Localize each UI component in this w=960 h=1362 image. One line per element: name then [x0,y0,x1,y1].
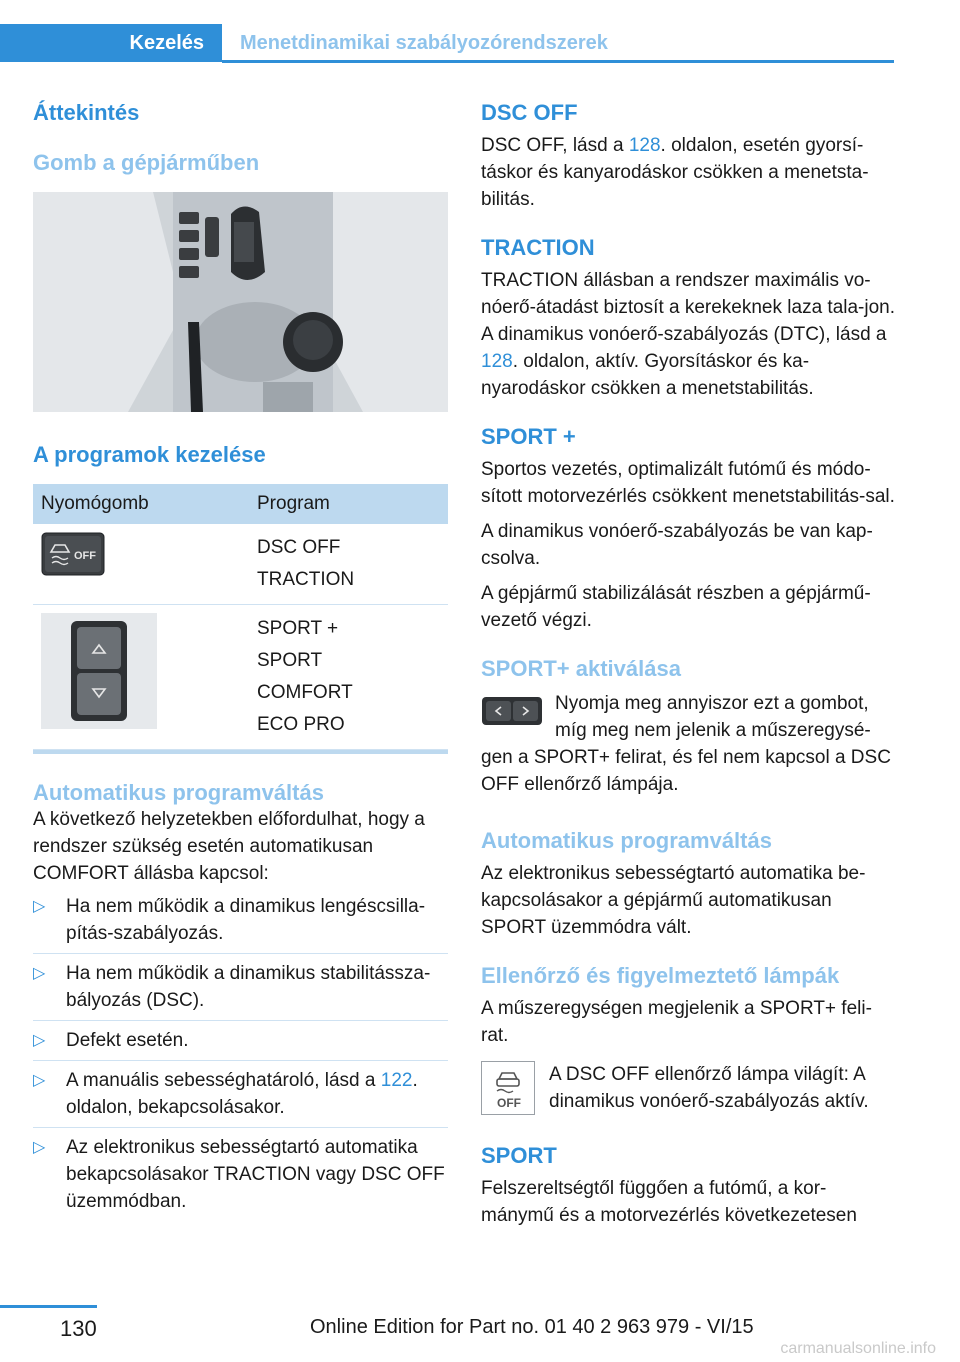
dsc-off-button-icon [41,532,105,576]
heading-sport: SPORT [481,1143,557,1168]
table-bottom-rule [33,750,448,754]
auto-intro-text: A következő helyzetekben előfordulhat, hogy a rendszer szükség esetén automatikusan COMFORT állásba kapcsol: [33,809,425,884]
edition-note: Online Edition for Part no. 01 40 2 963 979 - VI/15 [310,1316,754,1338]
page-link-128[interactable]: 128 [481,351,513,372]
drive-mode-rocker-icon [41,613,157,729]
header-tab-label: Kezelés [129,31,204,54]
lamp-desc: A DSC OFF ellenőrző lámpa világít: A dinamikus vonóerő-szabályozás aktív. [549,1064,869,1112]
list-item: ▷ Ha nem működik a dinamikus lengéscsilla-pítás-szabályozás. [33,893,448,954]
heading-traction: TRACTION [481,235,595,260]
page-number: 130 [60,1316,97,1341]
program-dsc-off: DSC OFF [257,537,341,558]
heading-sport-plus: SPORT + [481,424,576,449]
program-comfort: COMFORT [257,682,353,703]
left-column [33,100,448,1227]
table-cell-button [33,524,249,605]
console-illustration [33,192,448,412]
triangle-bullet-icon: ▷ [33,1139,46,1156]
heading-auto-program-change: Automatikus programváltás [33,780,324,805]
table-cell-programs [249,605,448,750]
dsc-off-lamp-icon [481,1061,535,1115]
list-item: ▷ Defekt esetén. [33,1027,448,1061]
heading-button-in-car: Gomb a gépjárműben [33,150,260,175]
triangle-bullet-icon: ▷ [33,1072,46,1089]
sport-text: Felszereltségtől függően a futómű, a kor-mánymű és a motorvezérlés következetesen [481,1178,857,1226]
table-row [33,605,448,750]
traction-text: TRACTION állásban a rendszer maximális vo-nóerő-átadást biztosít a kerekeknek laza tala-jon. A dinamikus vonóerő-szabályozás (DTC), lásd a 128. oldalon, aktív. Gyorsításkor és ka-nyarodáskor csökken a menetstabilitás. [481,270,896,399]
sport-plus-text-1: Sportos vezetés, optimalizált futómű és módo-sított motorvezérlés csökkent menetstabilitás-sal. [481,459,895,507]
header-tab [0,24,222,62]
watermark: carmanualsonline.info [780,1340,936,1357]
svg-text:OFF: OFF [74,550,96,562]
activation-text-b: gen a SPORT+ felirat, és fel nem kapcsol a DSC OFF ellenőrző lámpája. [481,747,891,795]
program-sport-plus: SPORT + [257,618,339,639]
right-column [481,100,895,1229]
program-sport: SPORT [257,650,323,671]
activation-block [481,690,895,744]
page-link-122[interactable]: 122 [380,1070,413,1091]
car-console-photo [33,192,448,412]
table-cell-button [33,605,249,750]
list-item: ▷ Ha nem működik a dinamikus stabilitássza-bályozás (DSC). [33,960,448,1021]
lamps-text: A műszeregységen megjelenik a SPORT+ feli-rat. [481,998,872,1046]
table-header-program: Program [249,484,448,524]
triangle-bullet-icon: ▷ [33,1032,46,1049]
footer-rule [0,1305,97,1308]
drive-mode-switch-icon [481,696,543,726]
activation-text-a: Nyomja meg annyiszor ezt a gombot, míg meg nem jelenik a műszeregysé- [555,693,871,741]
heading-program-operation: A programok kezelése [33,442,266,467]
heading-overview: Áttekintés [33,100,140,125]
triangle-bullet-icon: ▷ [33,965,46,982]
auto-conditions-list [33,893,448,1221]
program-table [33,484,448,750]
page-link-128[interactable]: 128 [628,135,661,156]
heading-auto-program-change-right: Automatikus programváltás [481,828,772,853]
auto-change-text: Az elektronikus sebességtartó automatika be-kapcsolásakor a gépjármű automatikusan SPORT üzemmódra vált. [481,863,866,938]
heading-dsc-off: DSC OFF [481,100,578,125]
triangle-bullet-icon: ▷ [33,898,46,915]
sport-plus-text-2: A dinamikus vonóerő-szabályozás be van kap-csolva. [481,521,873,569]
sport-plus-text-3: A gépjármű stabilizálását részben a gépjármű-vezető végzi. [481,583,871,631]
heading-warning-lamps: Ellenőrző és figyelmeztető lámpák [481,963,840,988]
program-traction: TRACTION [257,569,355,590]
heading-sport-plus-activation: SPORT+ aktiválása [481,656,681,681]
program-eco-pro: ECO PRO [257,714,345,735]
table-row [33,524,448,605]
list-item: ▷ Az elektronikus sebességtartó automatika bekapcsolásakor TRACTION vagy DSC OFF üzemmódban. [33,1134,448,1221]
header-rule [222,60,894,63]
table-cell-programs [249,524,448,605]
lamp-block [481,1061,895,1115]
header-section-title: Menetdinamikai szabályozórendszerek [240,32,608,54]
table-header-button: Nyomógomb [33,484,249,524]
list-item: ▷ A manuális sebességhatároló, lásd a 122. oldalon, bekapcsolásakor. [33,1067,448,1128]
dsc-off-text: DSC OFF, lásd a 128. oldalon, esetén gyorsí-táskor és kanyarodáskor csökken a menetsta-bilitás. [481,135,869,210]
svg-text:OFF: OFF [497,1096,521,1110]
